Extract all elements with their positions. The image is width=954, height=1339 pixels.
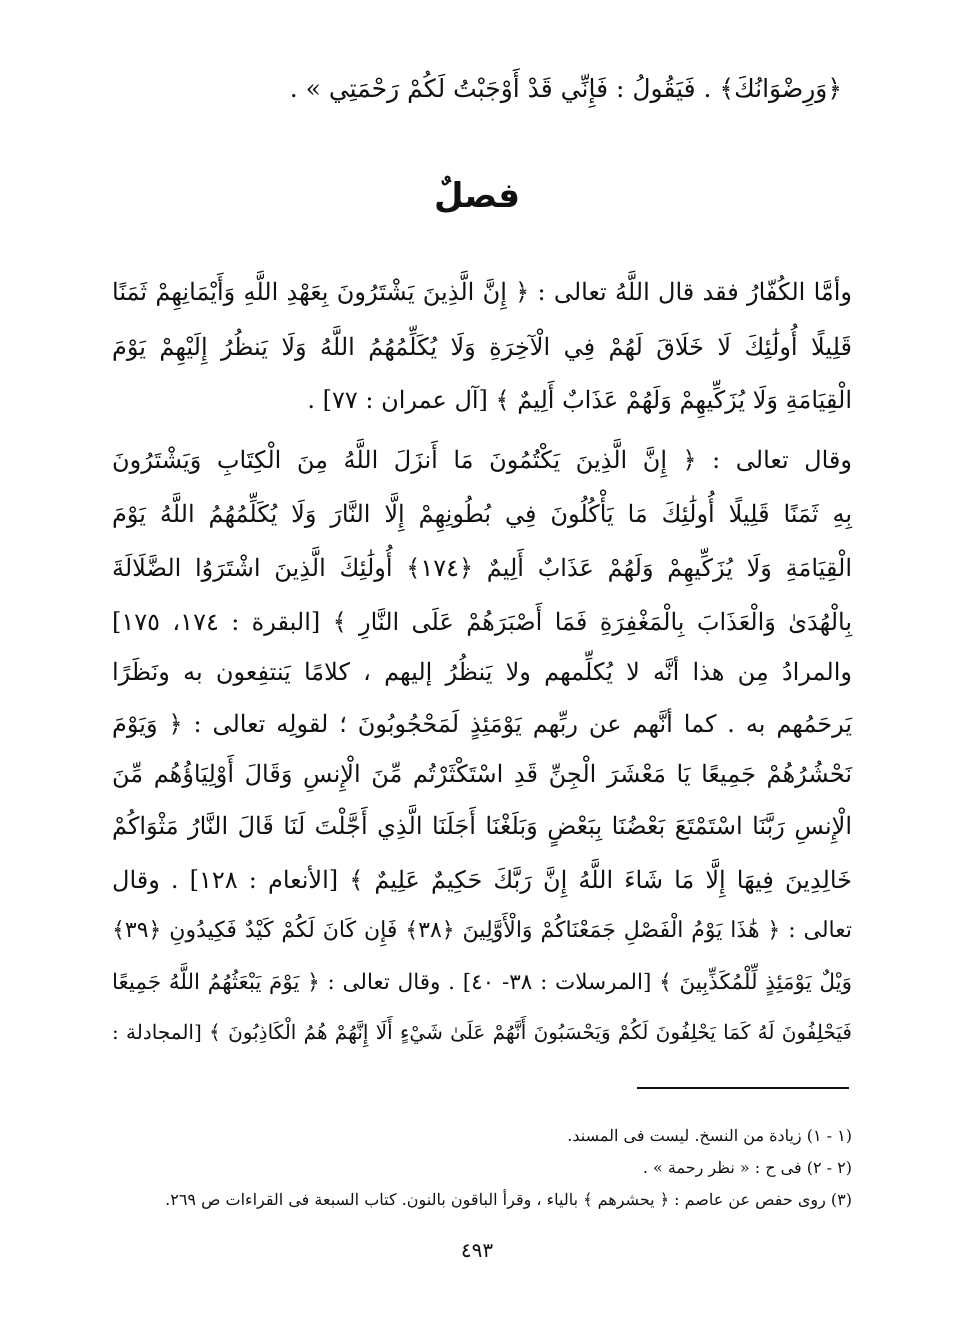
text-line: وأمَّا الكُفّارُ فقد قال اللَّهُ تعالى : ﴿ إِنَّ الَّذِينَ يَشْتَرُونَ بِعَهْدِ اللَّهِ وَأَيْمَانِهِمْ ثَمَنًا: [112, 278, 852, 306]
text-line: والمرادُ مِن هذا أنَّه لا يُكلِّمهم ولا يَنظُرُ إليهم ، كلامًا يَنتفِعون به ونَظَرًا: [112, 658, 852, 686]
text-line: بِالْهُدَىٰ وَالْعَذَابَ بِالْمَغْفِرَةِ فَمَا أَصْبَرَهُمْ عَلَى النَّارِ ﴾ [البقرة : ١٧٤، ١٧٥]: [112, 608, 852, 636]
text-line: تعالى : ﴿ هَٰذَا يَوْمُ الْفَصْلِ جَمَعْنَاكُمْ وَالْأَوَّلِينَ ﴿٣٨﴾ فَإِن كَانَ لَكُمْ كَيْدٌ فَكِيدُونِ ﴿٣٩﴾: [112, 918, 852, 943]
footnote: (٢ - ٢) فى ح : « نظر رحمة » .: [642, 1158, 852, 1177]
section-heading: فصلٌ: [433, 176, 521, 216]
text-line: الْقِيَامَةِ وَلَا يُزَكِّيهِمْ وَلَهُمْ عَذَابٌ أَلِيمٌ ﴾ [آل عمران : ٧٧] .: [307, 386, 852, 414]
text-line: وقال تعالى : ﴿ إِنَّ الَّذِينَ يَكْتُمُونَ مَا أَنزَلَ اللَّهُ مِنَ الْكِتَابِ وَيَشْتَرُونَ: [112, 446, 852, 474]
text-line: يَرحَمُهم به . كما أنَّهم عن ربِّهم يَوْمَئِذٍ لَمَحْجُوبُونَ ؛ لقولِه تعالى : ﴿ وَيَوْمَ: [112, 710, 852, 738]
text-line: الْقِيَامَةِ وَلَا يُزَكِّيهِمْ وَلَهُمْ عَذَابٌ أَلِيمٌ ﴿١٧٤﴾ أُولَٰئِكَ الَّذِينَ اشْتَرَوُا الضَّلَالَةَ: [112, 554, 852, 582]
page-number: ٤٩٣: [460, 1238, 494, 1262]
text-line: قَلِيلًا أُولَٰئِكَ لَا خَلَاقَ لَهُمْ فِي الْآخِرَةِ وَلَا يُكَلِّمُهُمُ اللَّهُ وَلَا يَنظُرُ إِلَيْهِمْ يَوْمَ: [112, 333, 852, 361]
continuation-line: ﴿وَرِضْوَانُكَ﴾ . فَيَقُولُ : فَإِنِّي قَدْ أَوْجَبْتُ لَكُمْ رَحْمَتِي » .: [289, 74, 842, 103]
footnote: (٣) روى حفص عن عاصم : ﴿ يحشرهم ﴾ بالياء ، وقرأ الباقون بالنون. كتاب السبعة فى القراءات ص ٢٦٩.: [165, 1190, 852, 1209]
footnote: (١ - ١) زيادة من النسخ. ليست فى المسند.: [567, 1126, 852, 1145]
text-line: بِهِ ثَمَنًا قَلِيلًا أُولَٰئِكَ مَا يَأْكُلُونَ فِي بُطُونِهِمْ إِلَّا النَّارَ وَلَا يُكَلِّمُهُمُ اللَّهُ يَوْمَ: [112, 500, 853, 528]
text-line: وَيْلٌ يَوْمَئِذٍ لِّلْمُكَذِّبِينَ ﴾ [المرسلات : ٣٨- ٤٠] . وقال تعالى : ﴿ يَوْمَ يَبْعَثُهُمُ اللَّهُ جَمِيعًا: [112, 970, 852, 995]
text-line: خَالِدِينَ فِيهَا إِلَّا مَا شَاءَ اللَّهُ إِنَّ رَبَّكَ حَكِيمٌ عَلِيمٌ ﴾ [الأنعام : ١٢٨] . وقال: [112, 866, 853, 894]
text-line: الْإِنسِ رَبَّنَا اسْتَمْتَعَ بَعْضُنَا بِبَعْضٍ وَبَلَغْنَا أَجَلَنَا الَّذِي أَجَّلْتَ لَنَا قَالَ النَّارُ مَثْوَاكُمْ: [112, 812, 852, 840]
text-line: فَيَحْلِفُونَ لَهُ كَمَا يَحْلِفُونَ لَكُمْ وَيَحْسَبُونَ أَنَّهُمْ عَلَىٰ شَيْءٍ أَلَا إِنَّهُمْ هُمُ الْكَاذِبُونَ ﴾ [المجادلة :: [112, 1020, 852, 1044]
footnote-divider: [637, 1087, 849, 1089]
text-line: نَحْشُرُهُمْ جَمِيعًا يَا مَعْشَرَ الْجِنِّ قَدِ اسْتَكْثَرْتُم مِّنَ الْإِنسِ وَقَالَ أَوْلِيَاؤُهُم مِّنَ: [112, 760, 852, 788]
